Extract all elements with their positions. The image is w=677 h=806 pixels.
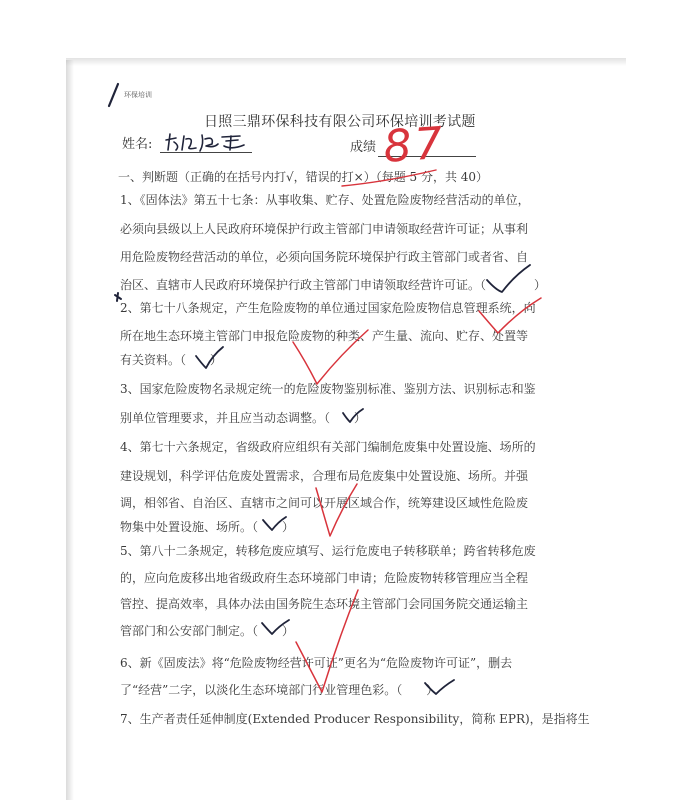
question-3-line: 3、国家危险废物名录规定统一的危险废物鉴别标准、鉴别方法、识别标志和鉴 [120,382,536,396]
grader-check-icon [316,484,357,536]
handwritten-score: 87 [381,117,448,173]
name-underline [160,152,252,153]
score-label: 成绩 [350,140,377,155]
question-5-line: 管控、提高效率，具体办法由国务院生态环境主管部门会同国务院交通运输主 [120,597,529,611]
question-2-line: 有关资料。（ ） [120,353,223,367]
slash-mark-icon [109,84,118,106]
paper-edge [66,58,626,66]
question-2-line: 2、第七十八条规定，产生危险废物的单位通过国家危险废物信息管理系统，向 [120,301,536,315]
question-5-line: 的，应向危废移出地省级政府生态环境部门申请；危险废物转移管理应当全程 [120,571,529,585]
question-4-line: 建设规划，科学评估危废处置需求，合理布局危废集中处置设施、场所。并强 [120,469,529,483]
section-heading: 一、判断题（正确的在括号内打√，错误的打×）（每题 5 分，共 40） [118,170,489,184]
question-7-line: 7、生产者责任延伸制度(Extended Producer Responsibility，简称 EPR)，是指将生 [120,712,590,726]
signature-icon [166,134,244,151]
question-4-line: 物集中处置设施、场所。（ ） [120,520,295,534]
question-6-line: 6、新《固废法》将“危险废物经营许可证”更名为“危险废物许可证”，删去 [120,656,513,670]
question-6-line: 了“经营”二字，以淡化生态环境部门行业管理色彩。（ ） [120,683,439,697]
ink-blot-icon [115,293,121,301]
question-1-line: 治区、直辖市人民政府环境保护行政主管部门申请领取经营许可证。（ ） [120,278,547,292]
page-title: 日照三鼎环保科技有限公司环保培训考试题 [204,114,476,130]
question-1-line: 必须向县级以上人民政府环境保护行政主管部门申请领取经营许可证；从事利 [120,222,529,236]
name-label: 姓名: [122,137,153,152]
question-1-line: 用危险废物经营活动的单位，必须向国务院环境保护行政主管部门或者省、自 [120,250,529,264]
question-4-line: 4、第七十六条规定，省级政府应组织有关部门编制危废集中处置设施、场所的 [120,440,536,454]
question-4-line: 调，相邻省、自治区、直辖市之间可以开展区域合作，统筹建设区域性危险废 [120,496,529,510]
question-1-line: 1、《固体法》第五十七条：从事收集、贮存、处置危险废物经营活动的单位， [120,193,530,207]
question-5-line: 5、第八十二条规定，转移危废应填写、运行危废电子转移联单；跨省转移危废 [120,544,536,558]
header-tag: 环保培训 [124,91,152,99]
question-5-line: 管部门和公安部门制定。（ ） [120,624,295,638]
paper-edge [66,60,74,800]
question-3-line: 别单位管理要求，并且应当动态调整。（ ） [120,411,367,425]
question-2-line: 所在地生态环境主管部门申报危险废物的种类、产生量、流向、贮存、处置等 [120,329,529,343]
